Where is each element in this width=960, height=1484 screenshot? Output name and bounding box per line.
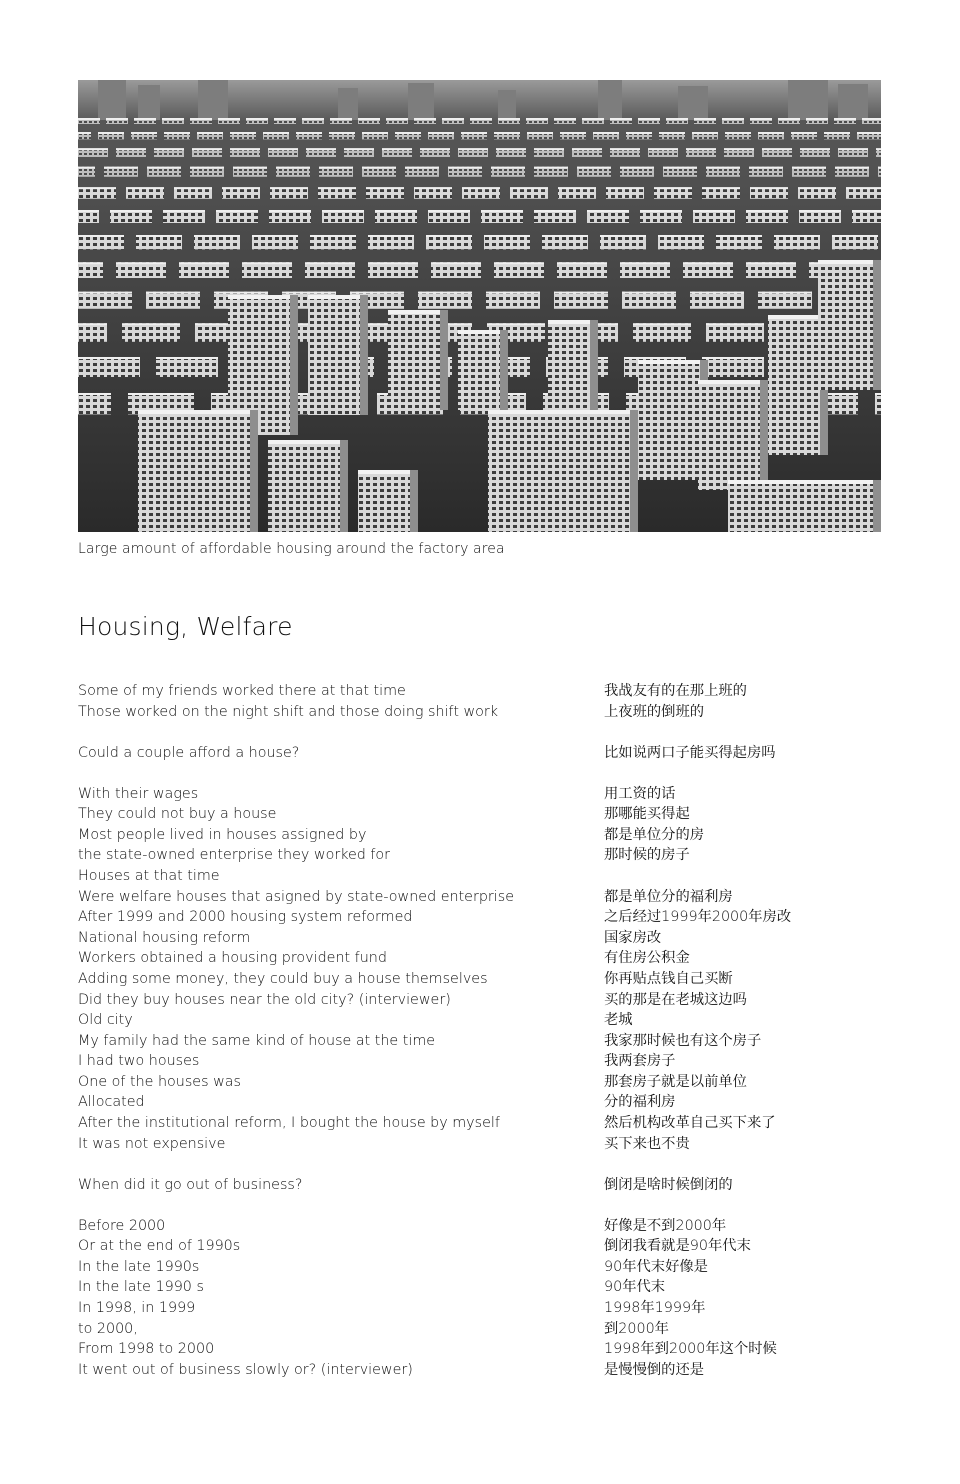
chinese-line: 分的福利房 xyxy=(604,1094,676,1111)
english-line: In the late 1990 s xyxy=(78,1279,204,1296)
english-line: Houses at that time xyxy=(78,867,220,884)
apartment-block xyxy=(716,235,762,249)
apartment-block xyxy=(746,262,796,278)
chinese-line: 我战友有的在那上班的 xyxy=(604,683,747,699)
apartment-block xyxy=(658,235,704,249)
high-rise-tower xyxy=(728,480,881,532)
english-line: the state-owned enterprise they worked for xyxy=(78,847,391,864)
apartment-block xyxy=(252,235,298,249)
english-line: In 1998, in 1999 xyxy=(78,1300,196,1316)
apartment-block xyxy=(78,292,132,309)
english-line: With their wages xyxy=(78,785,199,802)
paragraph-gap xyxy=(78,763,578,783)
english-line: They could not buy a house xyxy=(78,806,277,823)
apartment-block xyxy=(484,235,530,249)
english-line: Most people lived in houses assigned by xyxy=(78,826,367,843)
high-rise-tower xyxy=(388,310,448,410)
apartment-block xyxy=(426,235,472,249)
chinese-line: 那套房子就是以前单位 xyxy=(604,1073,747,1090)
chinese-line: 买的那是在老城这边吗 xyxy=(604,991,747,1008)
apartment-block xyxy=(622,292,676,309)
apartment-block xyxy=(136,235,182,249)
photo-caption: Large amount of affordable housing around the factory area xyxy=(78,541,505,557)
paragraph-gap xyxy=(78,1195,578,1215)
skyline-tower xyxy=(678,86,708,120)
chinese-line: 1998年到2000年这个时候 xyxy=(604,1341,777,1358)
chinese-line: 90年代末 xyxy=(604,1279,666,1296)
skyline-tower xyxy=(788,80,828,120)
paragraph-gap xyxy=(604,722,904,742)
paragraph-gap xyxy=(604,1154,904,1174)
high-rise-tower xyxy=(818,260,881,390)
english-line: Those worked on the night shift and those doing shift work xyxy=(78,703,499,720)
chinese-line: 1998年1999年 xyxy=(604,1300,706,1316)
high-rise-tower xyxy=(138,410,258,532)
english-line: Workers obtained a housing provident fund xyxy=(78,950,387,967)
chinese-line: 到2000年 xyxy=(604,1320,669,1337)
high-rise-tower xyxy=(308,295,368,415)
apartment-block xyxy=(156,357,218,377)
chinese-line: 用工资的话 xyxy=(604,785,676,802)
apartment-block xyxy=(194,235,240,249)
chinese-line: 有住房公积金 xyxy=(604,950,690,967)
high-rise-tower xyxy=(698,380,768,490)
apartment-block xyxy=(554,292,608,309)
paragraph-gap xyxy=(78,1154,578,1174)
skyline-tower xyxy=(138,85,160,120)
chinese-line: 国家房改 xyxy=(604,929,662,946)
chinese-line: 那哪能买得起 xyxy=(604,806,690,823)
apartment-block xyxy=(242,262,292,278)
chinese-line: 90年代末好像是 xyxy=(604,1258,708,1275)
chinese-transcript xyxy=(604,681,904,1380)
english-line: In the late 1990s xyxy=(78,1258,200,1275)
english-line: I had two houses xyxy=(78,1053,200,1070)
paragraph-gap xyxy=(78,722,578,742)
high-rise-tower xyxy=(488,410,638,532)
apartment-block xyxy=(368,262,418,278)
apartment-block xyxy=(542,235,588,249)
chinese-line: 是慢慢倒的还是 xyxy=(604,1361,705,1378)
chinese-line: 那时候的房子 xyxy=(604,847,690,864)
chinese-line: 之后经过1999年2000年房改 xyxy=(604,909,792,926)
english-line: It was not expensive xyxy=(78,1135,226,1152)
english-line: Old city xyxy=(78,1012,133,1029)
skyline-tower xyxy=(598,80,622,120)
apartment-block xyxy=(633,323,691,342)
apartment-block xyxy=(557,262,607,278)
english-line: Or at the end of 1990s xyxy=(78,1238,241,1255)
english-transcript xyxy=(78,681,578,1380)
high-rise-tower xyxy=(358,470,418,532)
apartment-block xyxy=(683,262,733,278)
chinese-line: 倒闭我看就是90年代末 xyxy=(604,1238,751,1255)
english-line: One of the houses was xyxy=(78,1073,241,1090)
apartment-block xyxy=(368,235,414,249)
chinese-line: 然后机构改革自己买下来了 xyxy=(604,1115,776,1132)
housing-aerial-photo xyxy=(78,80,881,532)
section-title: Housing, Welfare xyxy=(78,612,293,641)
apartment-block xyxy=(431,262,481,278)
chinese-line: 我家那时候也有这个房子 xyxy=(604,1032,762,1049)
chinese-line: 比如说两口子能买得起房吗 xyxy=(604,744,776,761)
apartment-block xyxy=(706,323,764,342)
apartment-block xyxy=(774,235,820,249)
apartment-block xyxy=(702,357,764,377)
apartment-block xyxy=(78,262,103,278)
skyline-tower xyxy=(408,83,434,120)
apartment-block xyxy=(620,262,670,278)
apartment-block xyxy=(179,262,229,278)
apartment-block xyxy=(832,235,878,249)
skyline-tower xyxy=(838,84,868,120)
skyline-tower xyxy=(338,88,358,120)
english-line: From 1998 to 2000 xyxy=(78,1341,215,1358)
chinese-line: 买下来也不贵 xyxy=(604,1135,690,1152)
paragraph-gap xyxy=(604,1195,904,1215)
high-rise-tower xyxy=(268,440,348,532)
apartment-block xyxy=(758,292,812,309)
english-line: After the institutional reform, I bought the house by myself xyxy=(78,1115,500,1132)
skyline-tower xyxy=(198,80,228,120)
english-line: Did they buy houses near the old city? (interviewer) xyxy=(78,991,451,1008)
english-line: Before 2000 xyxy=(78,1217,166,1234)
high-rise-tower xyxy=(638,360,708,480)
english-line: After 1999 and 2000 housing system reformed xyxy=(78,909,413,926)
english-line: National housing reform xyxy=(78,929,251,946)
apartment-block xyxy=(305,262,355,278)
skyline-tower xyxy=(98,80,126,120)
english-line: It went out of business slowly or? (interviewer) xyxy=(78,1361,413,1378)
apartment-block xyxy=(600,235,646,249)
english-line: Were welfare houses that asigned by state-owned enterprise xyxy=(78,888,515,905)
english-line: Could a couple afford a house? xyxy=(78,744,300,761)
chinese-line: 你再贴点钱自己买断 xyxy=(604,970,733,987)
english-line: Allocated xyxy=(78,1094,145,1111)
chinese-line: 都是单位分的房 xyxy=(604,826,705,843)
paragraph-gap xyxy=(604,763,904,783)
apartment-block xyxy=(78,357,140,377)
english-line: to 2000, xyxy=(78,1320,138,1337)
english-line: Some of my friends worked there at that time xyxy=(78,683,406,699)
apartment-block xyxy=(78,393,111,414)
apartment-block xyxy=(122,323,180,342)
apartment-block xyxy=(146,292,200,309)
apartment-block xyxy=(494,262,544,278)
chinese-line: 都是单位分的福利房 xyxy=(604,888,733,905)
chinese-line: 好像是不到2000年 xyxy=(604,1217,727,1234)
chinese-line: 倒闭是啥时候倒闭的 xyxy=(604,1176,733,1193)
english-line: Adding some money, they could buy a house themselves xyxy=(78,970,488,987)
english-line: My family had the same kind of house at the time xyxy=(78,1032,436,1049)
chinese-line xyxy=(604,866,904,887)
apartment-block xyxy=(78,323,107,342)
apartment-block xyxy=(310,235,356,249)
chinese-line: 我两套房子 xyxy=(604,1053,676,1070)
apartment-block xyxy=(116,262,166,278)
skyline-tower xyxy=(498,90,516,120)
apartment-block xyxy=(418,292,472,309)
chinese-line: 上夜班的倒班的 xyxy=(604,703,705,720)
english-line: When did it go out of business? xyxy=(78,1176,303,1193)
apartment-block xyxy=(690,292,744,309)
apartment-block xyxy=(486,292,540,309)
chinese-line: 老城 xyxy=(604,1012,633,1029)
apartment-block xyxy=(78,235,124,249)
apartment-block xyxy=(875,393,881,414)
